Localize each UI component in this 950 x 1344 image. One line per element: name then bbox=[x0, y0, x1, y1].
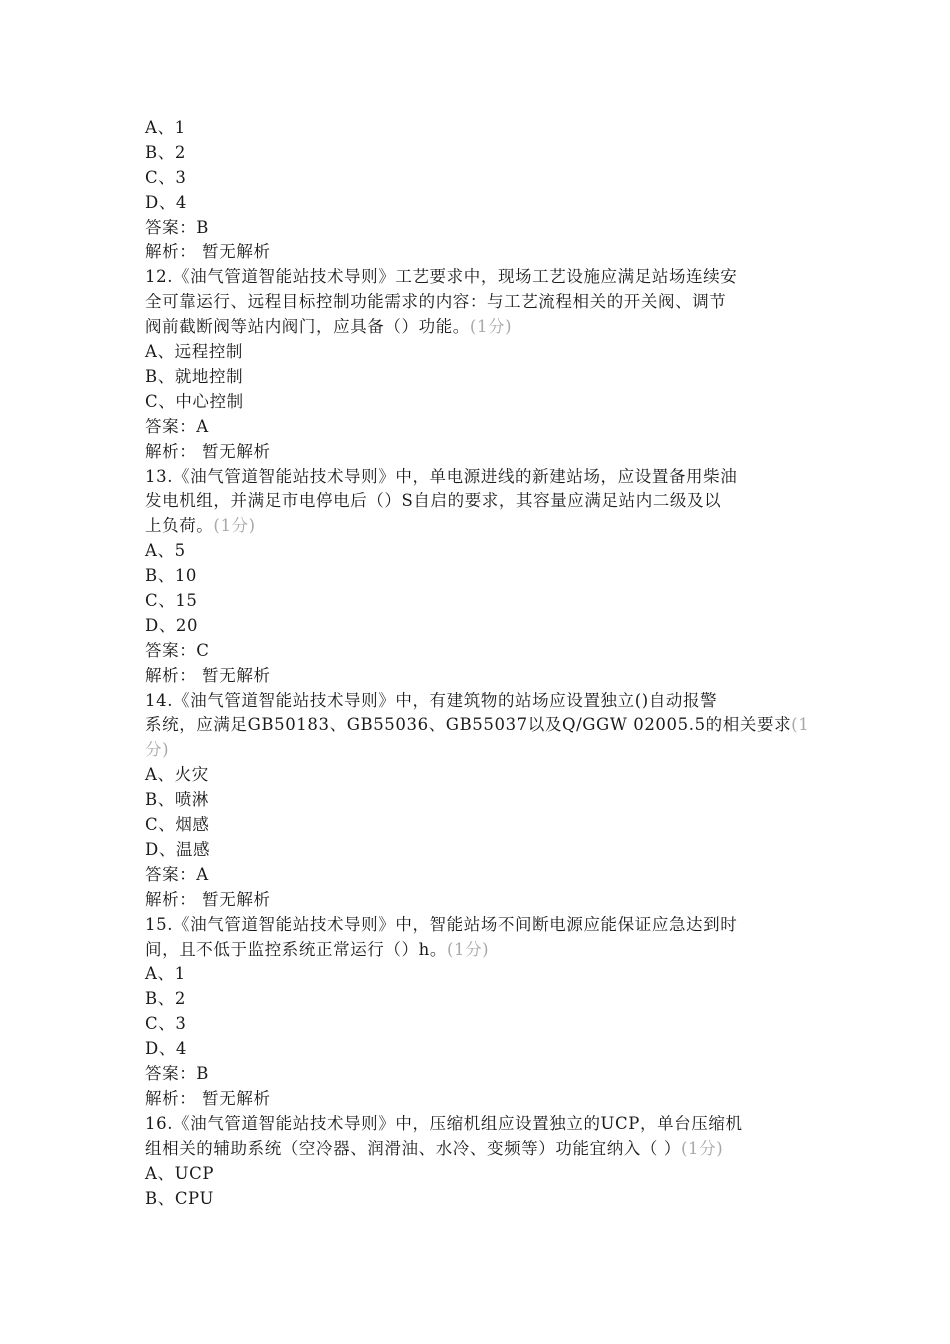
stem-text: 上负荷。 bbox=[145, 516, 214, 536]
score-label: (1分) bbox=[680, 1138, 724, 1158]
answer: 答案：A bbox=[145, 416, 209, 436]
question-14 bbox=[145, 689, 810, 913]
score-label: (1分) bbox=[446, 939, 490, 959]
score-label: (1 bbox=[791, 715, 810, 735]
question-15 bbox=[145, 913, 805, 1112]
option-b: B、2 bbox=[145, 989, 186, 1009]
question-stem-line: 12.《油气管道智能站技术导则》工艺要求中，现场工艺设施应满足站场连续安 bbox=[145, 267, 738, 287]
option-c: C、烟感 bbox=[145, 815, 210, 835]
question-stem-line: 14.《油气管道智能站技术导则》中，有建筑物的站场应设置独立()自动报警 bbox=[145, 690, 718, 710]
stem-text: 组相关的辅助系统（空冷器、润滑油、水冷、变频等）功能宜纳入（ ） bbox=[145, 1138, 681, 1158]
option-d: D、温感 bbox=[145, 839, 211, 859]
option-c: C、中心控制 bbox=[145, 391, 244, 411]
score-label: (1分) bbox=[213, 516, 256, 536]
question-stem-line: 发电机组，并满足市电停电后（）S自启的要求，其容量应满足站内二级及以 bbox=[145, 491, 722, 511]
option-a: A、1 bbox=[145, 118, 186, 137]
option-c: C、15 bbox=[145, 591, 198, 611]
stem-text: 阀前截断阀等站内阀门，应具备（）功能。 bbox=[145, 317, 470, 337]
option-c: C、3 bbox=[145, 1014, 187, 1034]
option-a: A、UCP bbox=[145, 1163, 215, 1183]
option-b: B、喷淋 bbox=[145, 790, 210, 810]
question-stem-line: 全可靠运行、远程目标控制功能需求的内容：与工艺流程相关的开关阀、调节 bbox=[145, 292, 727, 312]
option-c: C、3 bbox=[145, 167, 187, 187]
question-stem-line bbox=[145, 713, 810, 738]
option-a: A、远程控制 bbox=[145, 342, 244, 362]
answer: 答案：B bbox=[145, 1064, 210, 1084]
question-stem-line bbox=[145, 938, 805, 963]
option-a: A、火灾 bbox=[145, 765, 209, 785]
option-a: A、5 bbox=[145, 541, 186, 561]
question-12 bbox=[145, 265, 805, 464]
score-label: 分) bbox=[145, 740, 170, 760]
option-b: B、CPU bbox=[145, 1188, 214, 1208]
question-13 bbox=[145, 465, 805, 689]
option-d: D、4 bbox=[145, 1039, 188, 1059]
question-16 bbox=[145, 1112, 805, 1212]
option-b: B、2 bbox=[145, 142, 186, 162]
question-stem-line: 16.《油气管道智能站技术导则》中，压缩机组应设置独立的UCP，单台压缩机 bbox=[145, 1113, 743, 1133]
analysis: 解析： 暂无解析 bbox=[145, 665, 271, 685]
stem-text: 间，且不低于监控系统正常运行（）h。 bbox=[145, 939, 447, 959]
document-page bbox=[145, 116, 810, 1211]
option-b: B、就地控制 bbox=[145, 366, 244, 386]
question-stem-line bbox=[145, 514, 805, 539]
question-stem-line: 13.《油气管道智能站技术导则》中，单电源进线的新建站场，应设置备用柴油 bbox=[145, 466, 738, 486]
option-d: D、20 bbox=[145, 615, 199, 635]
option-b: B、10 bbox=[145, 566, 198, 586]
analysis: 解析： 暂无解析 bbox=[145, 1088, 271, 1108]
option-d: D、4 bbox=[145, 192, 188, 212]
answer: 答案：C bbox=[145, 640, 210, 660]
stem-text: 系统，应满足GB50183、GB55036、GB55037以及Q/GGW 02005.5的相关要求 bbox=[145, 715, 792, 735]
question-stem-line bbox=[145, 315, 805, 340]
answer: 答案：B bbox=[145, 217, 210, 237]
answer: 答案：A bbox=[145, 864, 209, 884]
analysis: 解析： 暂无解析 bbox=[145, 889, 271, 909]
question-stem-line: 15.《油气管道智能站技术导则》中，智能站场不间断电源应能保证应急达到时 bbox=[145, 914, 738, 934]
question-stem-line bbox=[145, 1137, 805, 1162]
analysis: 解析： 暂无解析 bbox=[145, 242, 271, 262]
question-11-tail bbox=[145, 116, 805, 265]
question-stem-line bbox=[145, 738, 805, 763]
option-a: A、1 bbox=[145, 964, 186, 984]
score-label: (1分) bbox=[469, 317, 513, 337]
analysis: 解析： 暂无解析 bbox=[145, 441, 271, 461]
